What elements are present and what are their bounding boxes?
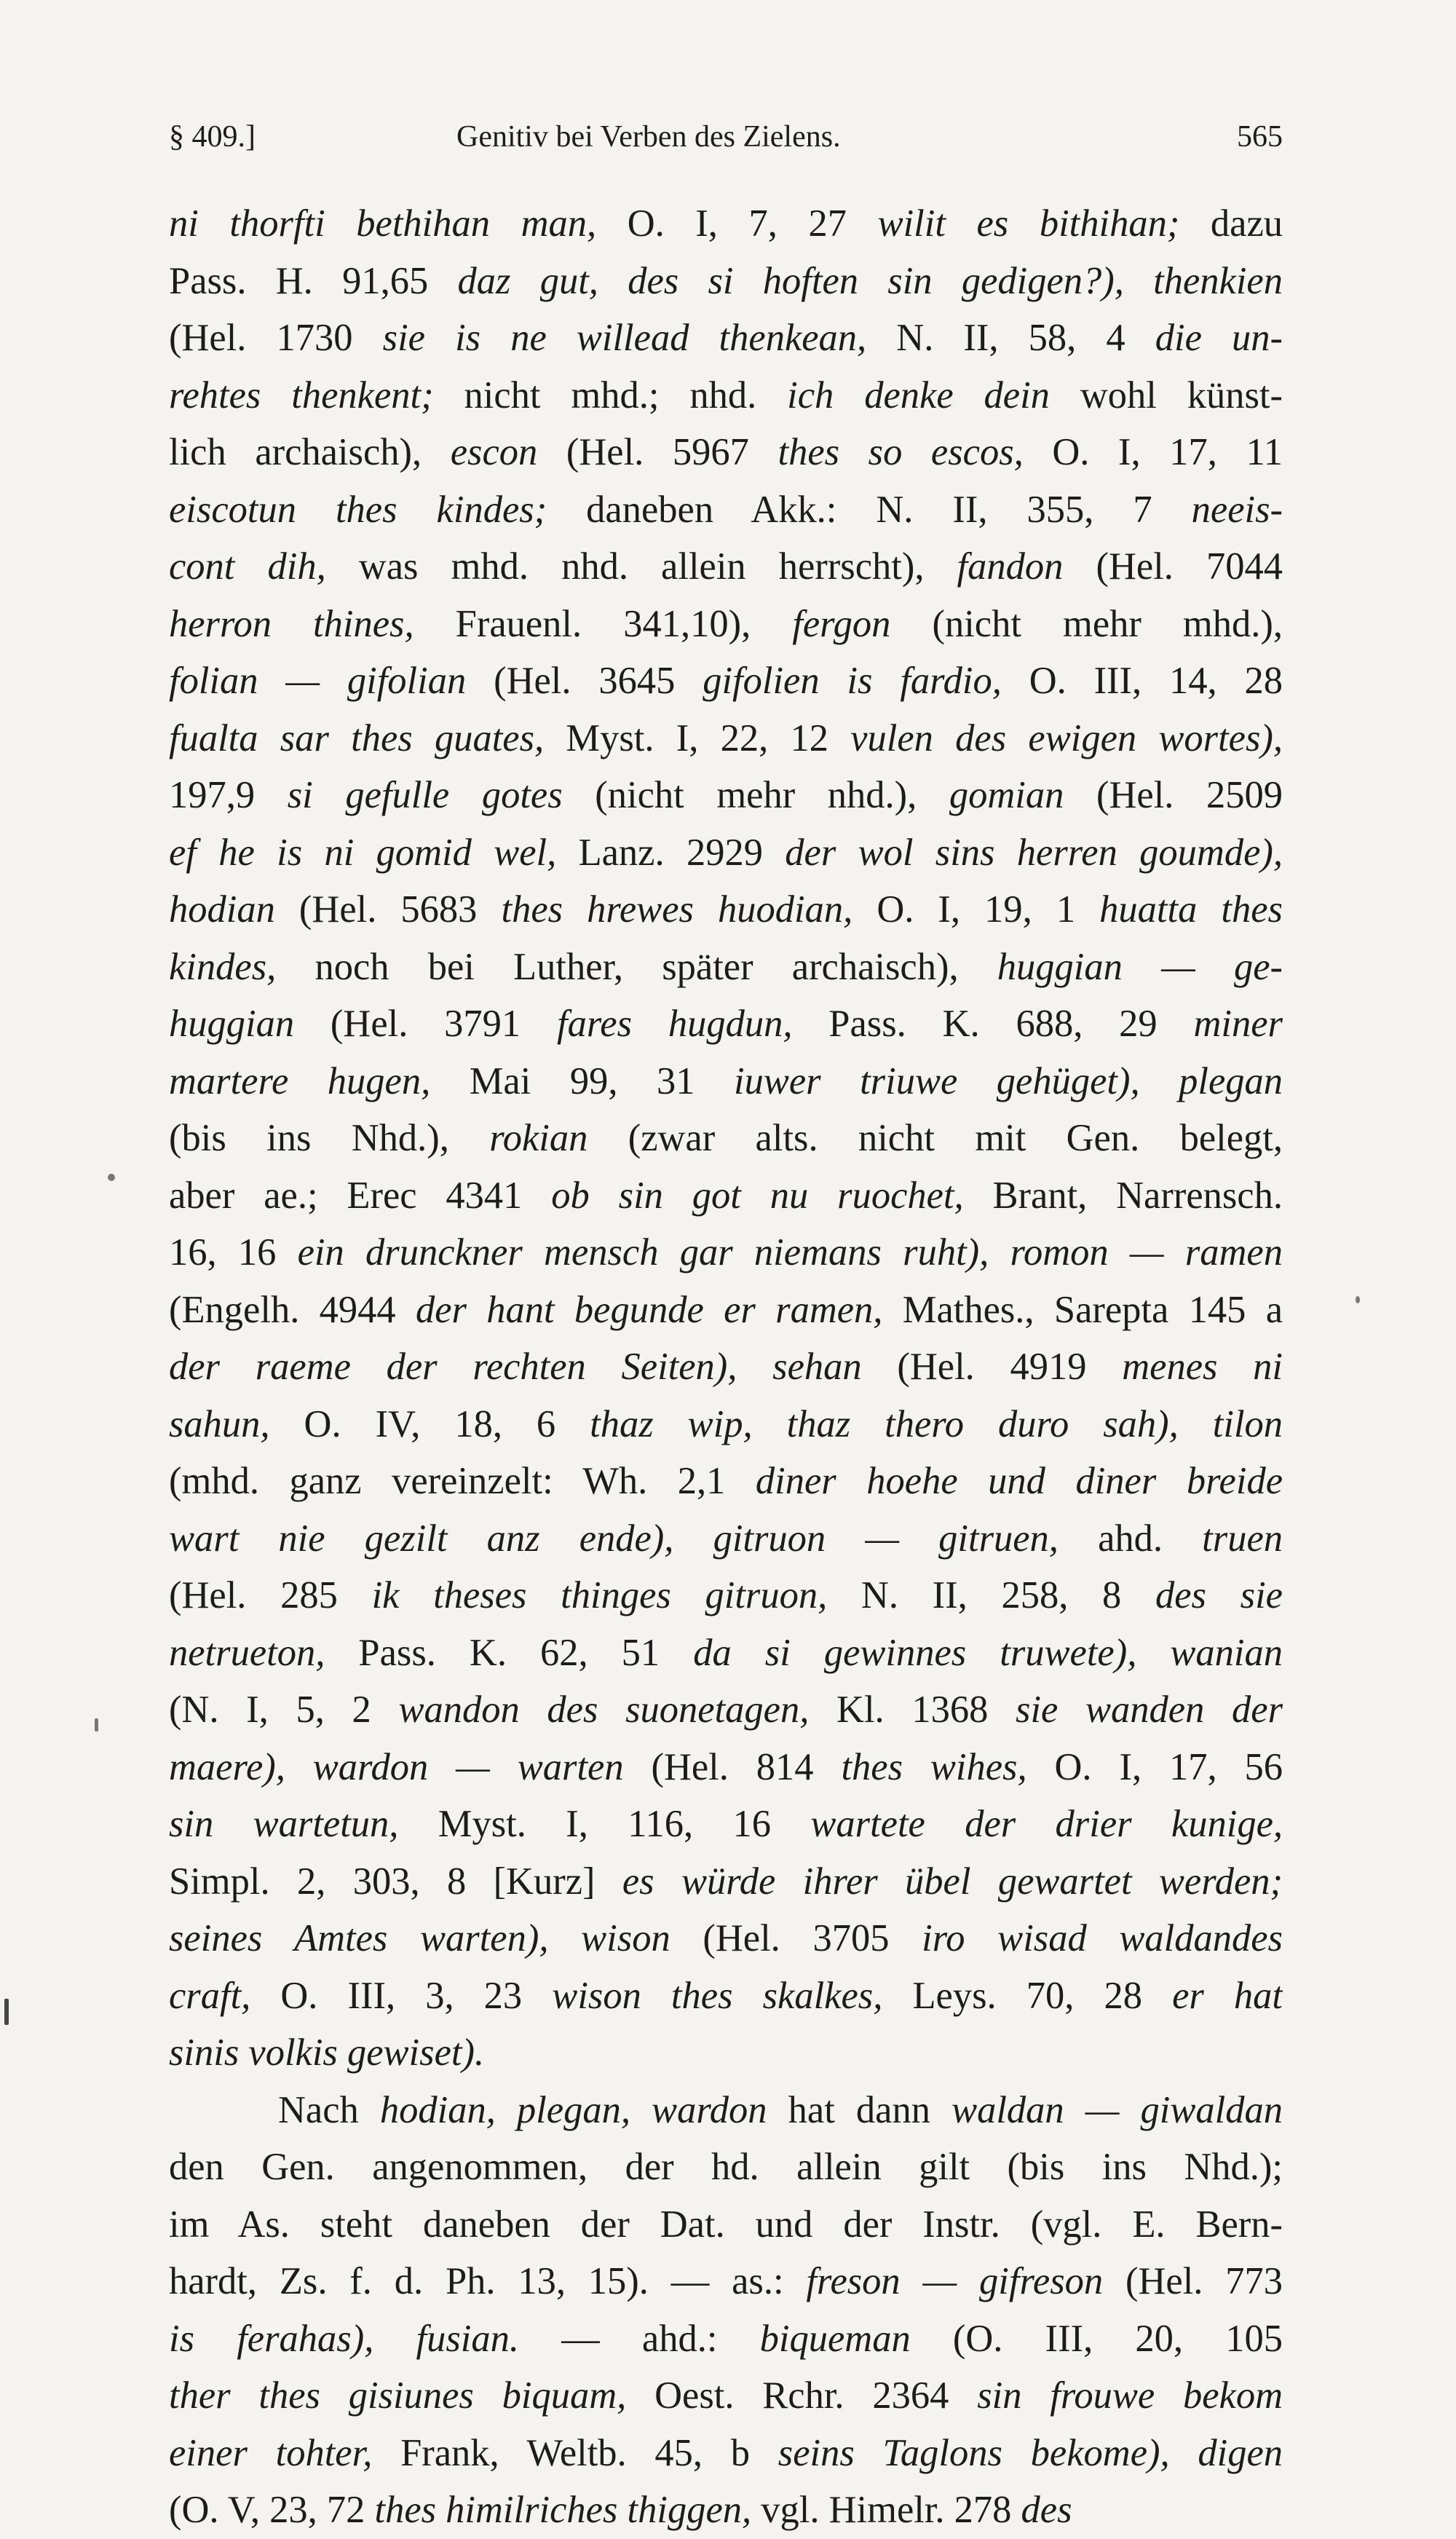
italic-text: wartete der drier kunige, — [810, 1803, 1283, 1845]
italic-text: seines Amtes warten), — [169, 1917, 549, 1959]
text-segment — [1136, 1632, 1170, 1674]
text-segment: Myst. I, 22, 12 — [544, 716, 851, 759]
italic-text: ich denke dein — [787, 374, 1050, 416]
italic-text: ther thes gisiunes biquam, — [169, 2374, 627, 2417]
text-segment: (mhd. ganz vereinzelt: Wh. 2,1 — [169, 1460, 756, 1502]
text-segment: dazu — [1179, 202, 1283, 245]
text-line — [169, 2481, 1283, 2539]
text-line — [169, 1453, 1283, 1510]
italic-text: thes so escos, — [778, 431, 1024, 473]
italic-text: ob sin got nu ruochet, — [551, 1174, 964, 1217]
text-line — [169, 2425, 1283, 2482]
italic-text: ni thorfti bethihan man, — [169, 202, 597, 245]
text-segment — [1170, 2432, 1198, 2474]
text-segment — [1124, 260, 1153, 302]
text-segment: ahd. — [1058, 1517, 1203, 1560]
text-segment: (Engelh. 4944 — [169, 1288, 416, 1331]
text-line — [169, 367, 1283, 425]
text-segment: N. II, 58, 4 — [866, 317, 1155, 359]
text-segment: 16, 16 — [169, 1231, 298, 1274]
text-segment: Myst. I, 116, 16 — [398, 1803, 811, 1845]
text-line — [169, 881, 1283, 939]
text-line — [169, 995, 1283, 1053]
text-segment: (nicht mehr mhd.), — [890, 602, 1283, 645]
text-segment: noch bei Luther, später archaisch), — [276, 945, 997, 988]
italic-text: der hant begunde er ramen, — [415, 1288, 883, 1331]
running-title: Genitiv bei Verben des Zielens. — [456, 120, 841, 154]
text-line — [169, 2367, 1283, 2425]
italic-text: sahun, — [169, 1402, 270, 1445]
italic-text: einer tohter, — [169, 2431, 373, 2474]
text-segment: (O. III, 20, 105 — [910, 2317, 1283, 2360]
italic-text: fandon — [957, 545, 1064, 588]
text-segment: Lanz. 2929 — [556, 831, 786, 874]
text-segment: Oest. Rchr. 2364 — [626, 2374, 978, 2417]
text-segment: (Hel. 3791 — [294, 1003, 557, 1045]
italic-text: fares hugdun, — [556, 1003, 793, 1045]
text-line — [169, 1567, 1283, 1624]
text-segment: O. I, 17, 56 — [1026, 1745, 1283, 1788]
text-segment: hardt, Zs. f. d. Ph. 13, 15). — as.: — [169, 2260, 807, 2302]
italic-text: martere hugen, — [169, 1059, 431, 1102]
text-segment: Frauenl. 341,10), — [414, 602, 793, 645]
text-segment: O. I, 7, 27 — [596, 202, 878, 245]
text-segment — [548, 1917, 581, 1959]
text-segment: Mathes., Sarepta 145 a — [882, 1288, 1283, 1331]
text-segment: (Hel. 4919 — [861, 1346, 1123, 1388]
italic-text: is ferahas), — [169, 2317, 374, 2360]
italic-text: fualta sar thes guates, — [169, 716, 545, 759]
text-segment: (O. V, 23, 72 — [169, 2489, 375, 2531]
text-line — [169, 481, 1283, 539]
margin-speck — [108, 1174, 115, 1181]
text-segment: O. IV, 18, 6 — [269, 1402, 590, 1445]
page-number: 565 — [1237, 120, 1283, 154]
italic-text: iuwer triuwe gehüget), — [733, 1059, 1140, 1102]
italic-text: fergon — [792, 602, 891, 645]
italic-text: biqueman — [759, 2317, 911, 2360]
italic-text: es würde ihrer übel gewartet werden; — [622, 1860, 1283, 1903]
text-line — [169, 1910, 1283, 1967]
italic-text: thes wihes, — [841, 1745, 1027, 1788]
italic-text: ef he is ni gomid wel, — [169, 831, 557, 874]
italic-text: ik theses thinges gitruon, — [371, 1574, 828, 1616]
italic-text: die un- — [1155, 317, 1283, 359]
italic-text: neeis- — [1191, 488, 1283, 531]
italic-text: craft, — [169, 1974, 251, 2017]
text-segment — [285, 1746, 313, 1788]
text-segment: Pass. H. 91,65 — [169, 259, 458, 302]
italic-text: si gefulle gotes — [287, 774, 563, 816]
text-line — [169, 1110, 1283, 1167]
italic-text: des — [1021, 2489, 1072, 2531]
text-segment: — ahd.: — [519, 2317, 760, 2360]
text-segment — [1140, 1060, 1179, 1102]
italic-text: gifolien is fardio, — [703, 660, 1002, 702]
text-segment: Brant, Narrensch. — [963, 1174, 1283, 1217]
italic-text: daz gut, des si hoften sin gedigen?), — [457, 259, 1124, 302]
text-line — [169, 1681, 1283, 1739]
text-segment: O. I, 17, 11 — [1023, 431, 1283, 473]
italic-text: eiscotun thes kindes; — [169, 488, 547, 531]
italic-text: cont dih, — [169, 545, 326, 588]
text-segment — [737, 1346, 772, 1388]
italic-text: thes himilriches thiggen, — [374, 2489, 752, 2531]
italic-text: romon — ramen — [1010, 1231, 1283, 1274]
text-line — [169, 2196, 1283, 2254]
italic-text: maere), — [169, 1745, 285, 1788]
text-line — [169, 652, 1283, 710]
italic-text: menes ni — [1122, 1346, 1283, 1388]
text-segment: (N. I, 5, 2 — [169, 1689, 399, 1731]
italic-text: folian — gifolian — [169, 660, 467, 702]
section-reference: § 409.] — [169, 120, 256, 154]
text-line — [169, 2082, 1283, 2139]
italic-text: sinis volkis gewiset). — [169, 2031, 485, 2074]
text-segment: nicht mhd.; nhd. — [433, 374, 788, 416]
text-line — [169, 1510, 1283, 1568]
text-segment: (Hel. 5967 — [537, 431, 778, 473]
italic-text: hodian — [169, 888, 275, 931]
text-line — [169, 253, 1283, 310]
italic-text: thenkien — [1153, 259, 1283, 302]
text-line — [169, 1739, 1283, 1796]
italic-text: truen — [1202, 1517, 1283, 1560]
italic-text: da si gewinnes truwete), — [693, 1631, 1137, 1674]
italic-text: iro wisad waldandes — [922, 1917, 1283, 1959]
text-line — [169, 538, 1283, 596]
italic-text: huatta thes — [1099, 888, 1283, 931]
italic-text: digen — [1198, 2431, 1283, 2474]
italic-text: rokian — [489, 1117, 588, 1159]
text-line — [169, 767, 1283, 824]
text-segment: (nicht mehr nhd.), — [562, 774, 949, 816]
text-line — [169, 1224, 1283, 1282]
italic-text: sie wanden der — [1016, 1689, 1283, 1731]
text-segment: N. II, 258, 8 — [827, 1574, 1155, 1616]
text-segment: 197,9 — [169, 774, 288, 816]
italic-text: ein drunckner mensch gar niemans ruht), — [297, 1231, 989, 1274]
text-segment — [1179, 1403, 1213, 1445]
text-segment: (Hel. 3705 — [670, 1917, 922, 1959]
margin-speck — [95, 1718, 98, 1732]
italic-text: wandon des suonetagen, — [398, 1689, 810, 1731]
italic-text: des sie — [1155, 1574, 1283, 1616]
text-segment — [989, 1231, 1010, 1274]
text-segment: Kl. 1368 — [809, 1689, 1016, 1731]
text-segment: (Hel. 773 — [1103, 2260, 1283, 2302]
text-segment: hat dann — [767, 2088, 952, 2131]
text-line — [169, 1396, 1283, 1453]
text-segment: Simpl. 2, 303, 8 [Kurz] — [169, 1860, 622, 1903]
italic-text: huggian — [169, 1003, 295, 1045]
italic-text: vulen des ewigen wortes), — [850, 716, 1283, 759]
italic-text: netrueton, — [169, 1631, 325, 1674]
text-segment: lich archaisch), — [169, 431, 451, 473]
text-segment: den Gen. angenommen, der hd. allein gilt (bis ins Nhd.); — [169, 2146, 1283, 2188]
text-line — [169, 1167, 1283, 1225]
text-line — [169, 2253, 1283, 2310]
body-text — [169, 195, 1283, 2539]
italic-text: der wol sins herren goumde), — [785, 831, 1283, 874]
italic-text: kindes, — [169, 945, 277, 988]
text-line — [169, 939, 1283, 996]
text-segment — [373, 2318, 416, 2360]
italic-text: rehtes thenkent; — [169, 374, 434, 416]
italic-text: waldan — giwaldan — [951, 2088, 1283, 2131]
text-segment: vgl. Himelr. 278 — [751, 2489, 1021, 2531]
text-line — [169, 195, 1283, 253]
text-segment: (Hel. 1730 — [169, 317, 383, 359]
text-segment: (Hel. 2509 — [1064, 774, 1283, 816]
margin-speck — [1356, 1296, 1360, 1303]
text-segment: daneben Akk.: N. II, 355, 7 — [547, 488, 1192, 531]
text-segment: was mhd. nhd. allein herrscht), — [325, 545, 957, 588]
text-segment: (Hel. 7044 — [1063, 545, 1283, 588]
text-line — [169, 1967, 1283, 2025]
italic-text: er hat — [1172, 1974, 1283, 2017]
italic-text: gomian — [949, 774, 1064, 816]
italic-text: hodian, plegan, wardon — [379, 2088, 767, 2131]
text-line — [169, 1053, 1283, 1110]
text-line — [169, 824, 1283, 882]
text-segment: (Hel. 5683 — [274, 888, 502, 931]
text-line — [169, 1853, 1283, 1911]
text-line — [169, 2139, 1283, 2196]
italic-text: tilon — [1212, 1402, 1283, 1445]
text-segment: O. III, 14, 28 — [1001, 660, 1283, 702]
text-segment: (zwar alts. nicht mit Gen. belegt, — [587, 1117, 1283, 1159]
italic-text: wardon — warten — [312, 1745, 624, 1788]
text-line — [169, 1796, 1283, 1853]
italic-text: gitruon — gitruen, — [713, 1517, 1059, 1560]
italic-text: miner — [1193, 1003, 1283, 1045]
italic-text: diner hoehe und diner breide — [755, 1460, 1283, 1502]
text-segment: O. III, 3, 23 — [250, 1974, 553, 2017]
text-line — [169, 596, 1283, 653]
text-segment: Frank, Weltb. 45, b — [372, 2431, 778, 2474]
text-segment: Mai 99, 31 — [430, 1059, 734, 1102]
text-segment: wohl künst- — [1049, 374, 1283, 416]
text-line — [169, 2310, 1283, 2368]
text-segment: aber ae.; Erec 4341 — [169, 1174, 552, 1217]
text-segment: O. I, 19, 1 — [852, 888, 1100, 931]
italic-text: huggian — ge- — [997, 945, 1283, 988]
text-line — [169, 1624, 1283, 1682]
italic-text: sin wartetun, — [169, 1803, 399, 1845]
text-segment: (Hel. 3645 — [466, 660, 703, 702]
italic-text: sehan — [772, 1346, 862, 1388]
italic-text: sie is ne willead thenkean, — [382, 317, 867, 359]
text-segment: (bis ins Nhd.), — [169, 1117, 490, 1159]
italic-text: seins Taglons bekome), — [778, 2431, 1170, 2474]
italic-text: escon — [450, 431, 538, 473]
italic-text: thes hrewes huodian, — [501, 888, 853, 931]
italic-text: plegan — [1179, 1059, 1283, 1102]
text-segment: Nach — [278, 2088, 380, 2131]
text-line — [169, 710, 1283, 767]
italic-text: freson — gifreson — [806, 2260, 1104, 2302]
text-segment: Leys. 70, 28 — [882, 1974, 1173, 2017]
italic-text: fusian. — [416, 2317, 520, 2360]
italic-text: wison thes skalkes, — [552, 1974, 883, 2017]
italic-text: herron thines, — [169, 602, 414, 645]
text-line — [169, 1338, 1283, 1396]
italic-text: wison — [581, 1917, 670, 1959]
text-segment: (Hel. 285 — [169, 1574, 372, 1616]
text-line — [169, 1282, 1283, 1339]
italic-text: thaz wip, thaz thero duro sah), — [590, 1402, 1179, 1445]
text-segment: Pass. K. 688, 29 — [792, 1003, 1194, 1045]
margin-speck — [4, 1999, 9, 2025]
text-line — [169, 424, 1283, 481]
italic-text: wanian — [1170, 1631, 1283, 1674]
running-header — [169, 115, 1283, 159]
text-line — [169, 2024, 1283, 2082]
text-segment: im As. steht daneben der Dat. und der Instr. (vgl. E. Bern- — [169, 2203, 1283, 2246]
italic-text: sin frouwe bekom — [977, 2374, 1283, 2417]
text-segment — [673, 1517, 713, 1560]
text-segment: Pass. K. 62, 51 — [325, 1631, 694, 1674]
italic-text: wilit es bithihan; — [877, 202, 1180, 245]
text-segment: (Hel. 814 — [623, 1745, 842, 1788]
italic-text: der raeme der rechten Seiten), — [169, 1346, 737, 1388]
italic-text: wart nie gezilt anz ende), — [169, 1517, 674, 1560]
text-line — [169, 309, 1283, 367]
